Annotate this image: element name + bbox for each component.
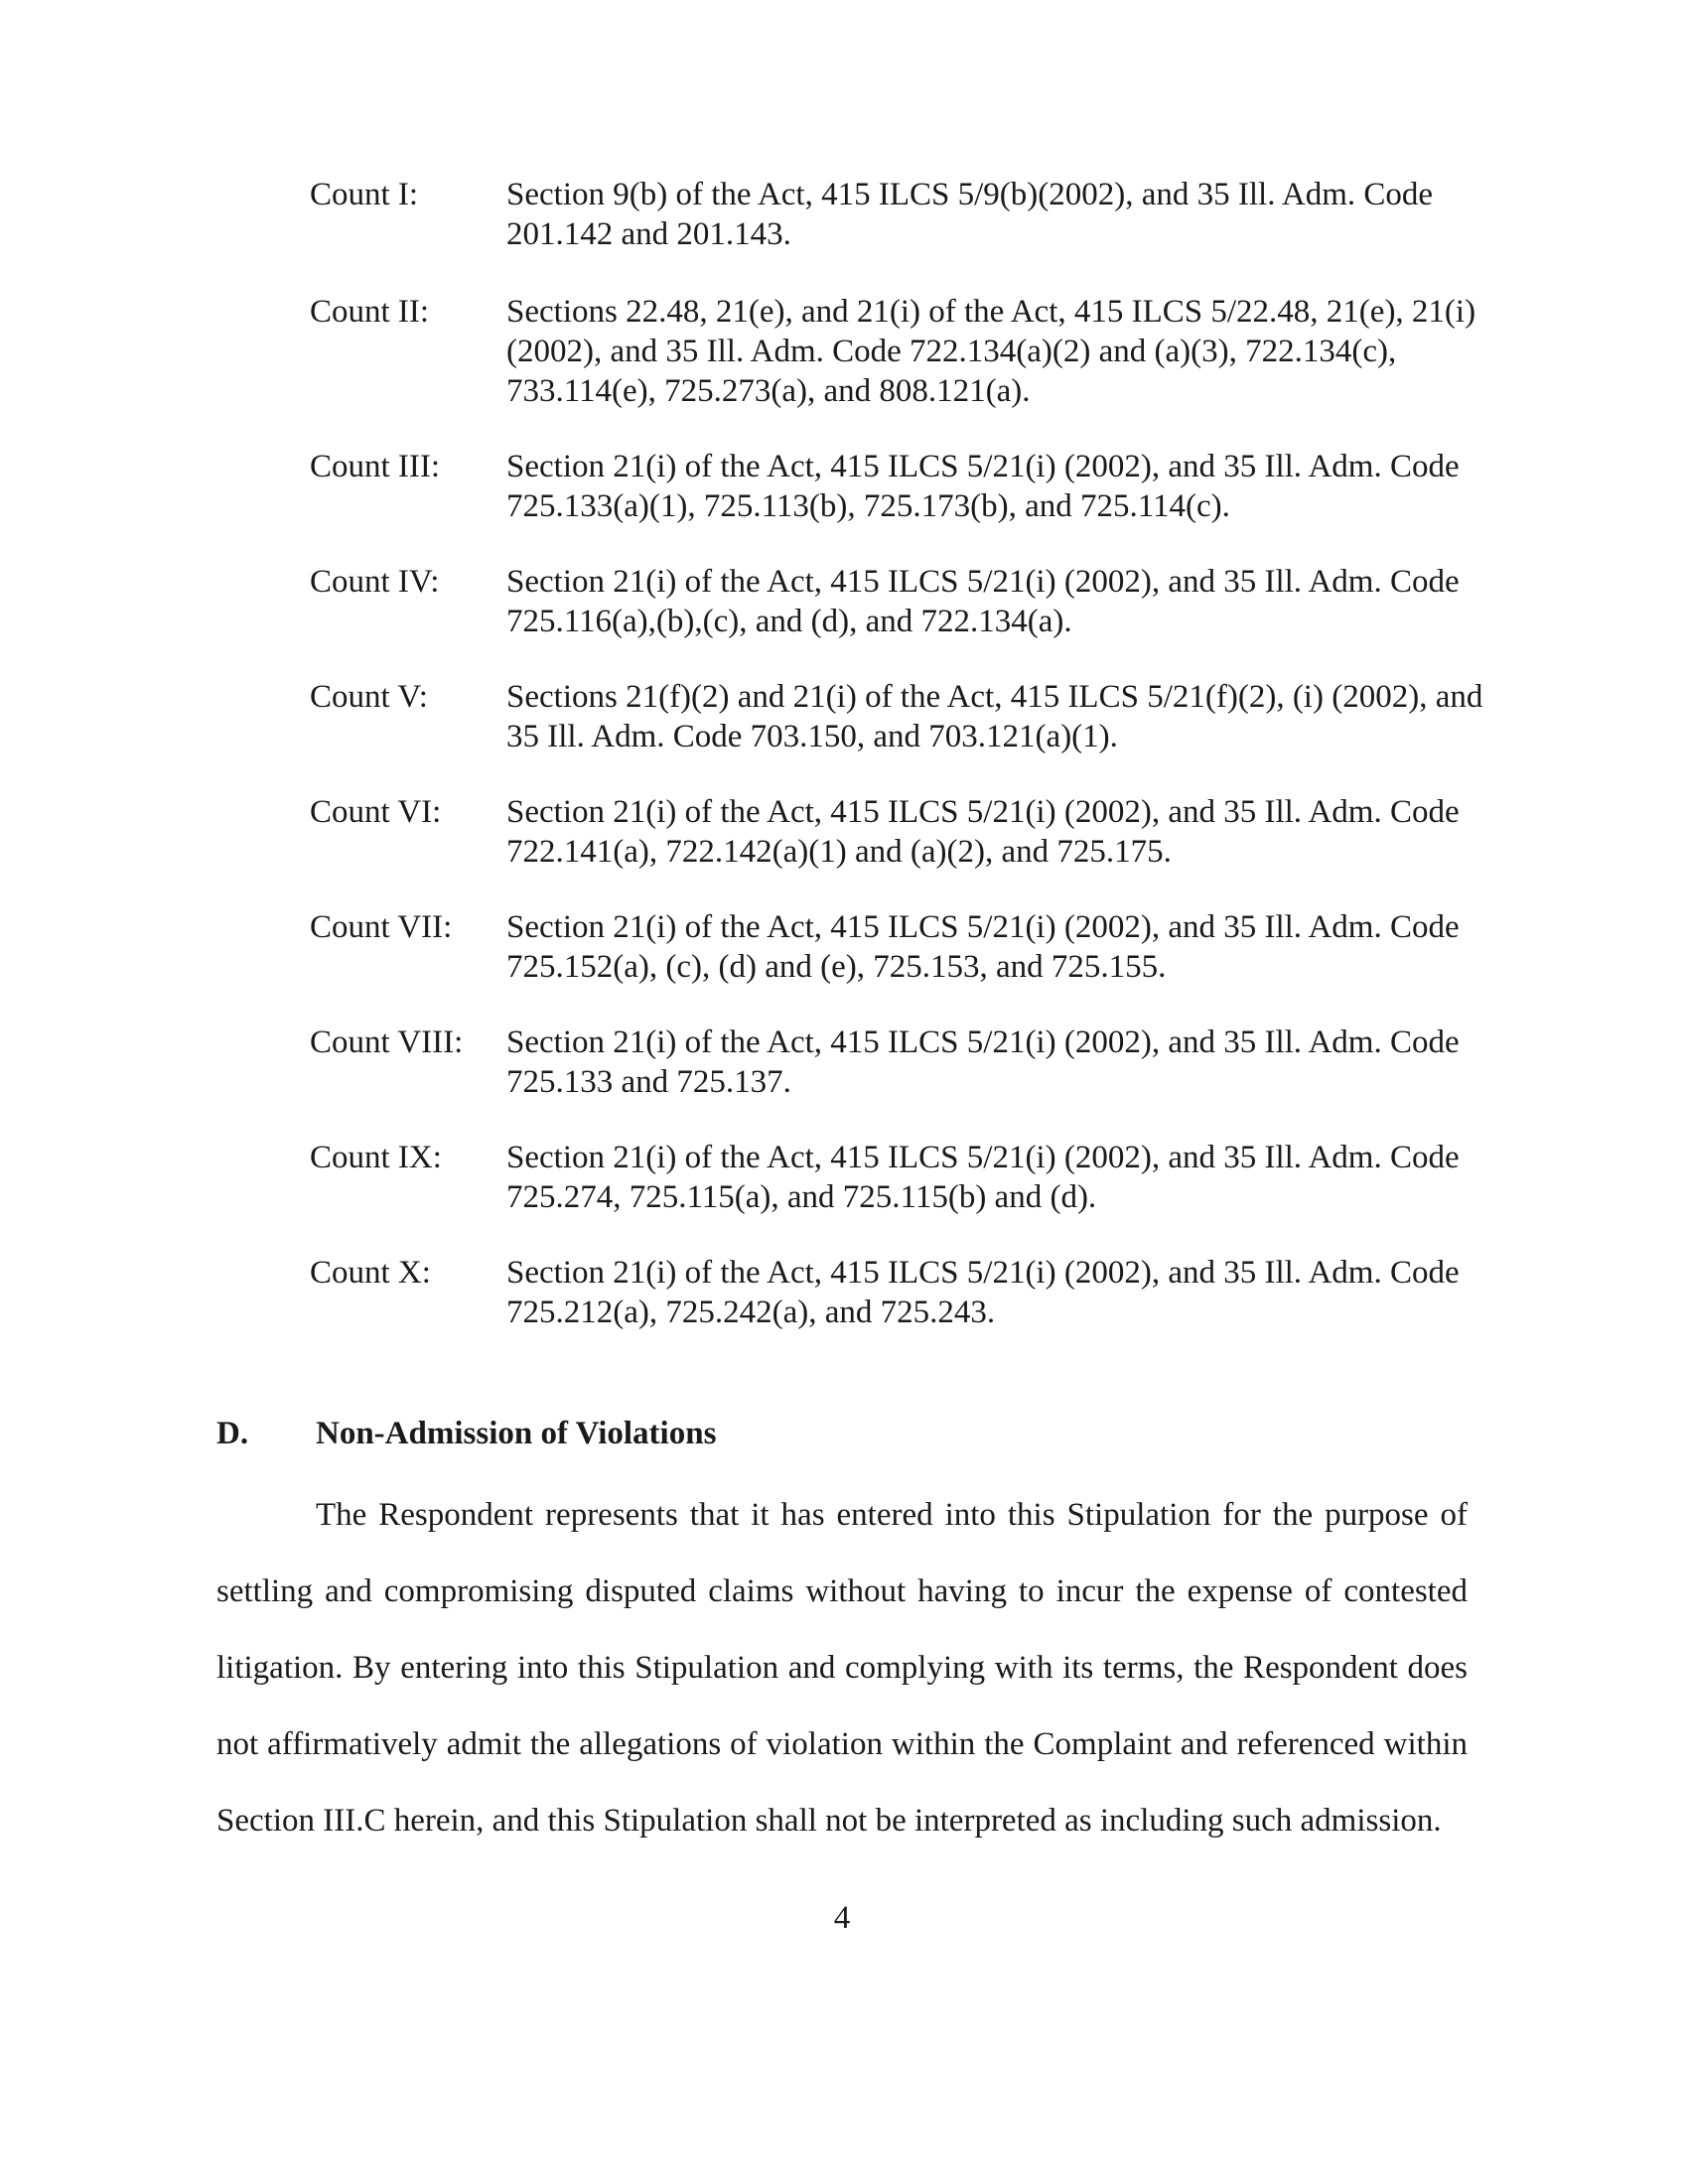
count-label: Count V: [310, 679, 428, 715]
count-label: Count VI: [310, 794, 442, 830]
count-label: Count VII: [310, 909, 453, 945]
count-text: Sections 22.48, 21(e), and 21(i) of the Act, 415 ILCS 5/22.48, 21(e), 21(i) (2002), and 35 Ill. Adm. Code 722.134(a)(2) and (a)(3), 722.134(c), 733.114(e), 725.273(a), and 808.121(a). [506, 294, 1476, 409]
count-text: Section 21(i) of the Act, 415 ILCS 5/21(i) (2002), and 35 Ill. Adm. Code 725.133 and 725.137. [506, 1024, 1460, 1100]
section-letter: D. [216, 1416, 249, 1451]
count-label: Count X: [310, 1255, 431, 1291]
count-text: Section 21(i) of the Act, 415 ILCS 5/21(i) (2002), and 35 Ill. Adm. Code 725.274, 725.115(a), and 725.115(b) and (d). [506, 1140, 1460, 1215]
count-text: Section 21(i) of the Act, 415 ILCS 5/21(i) (2002), and 35 Ill. Adm. Code 722.141(a), 722.142(a)(1) and (a)(2), and 725.175. [506, 794, 1460, 870]
section-paragraph: The Respondent represents that it has entered into this Stipulation for the purpose of settling and compromising disputed claims without having to incur the expense of contested litigation. By entering into this Stipulation and complying with its terms, the Respondent does not affirmatively admit the allegations of violation within the Complaint and referenced within Section III.C herein, and this Stipulation shall not be interpreted as including such admission. [216, 1497, 1468, 1839]
count-text: Section 21(i) of the Act, 415 ILCS 5/21(i) (2002), and 35 Ill. Adm. Code 725.212(a), 725.242(a), and 725.243. [506, 1255, 1460, 1330]
section-title: Non-Admission of Violations [316, 1416, 717, 1451]
count-label: Count III: [310, 449, 441, 484]
page-number: 4 [833, 1900, 851, 1936]
count-text: Section 21(i) of the Act, 415 ILCS 5/21(i) (2002), and 35 Ill. Adm. Code 725.152(a), (c), (d) and (e), 725.153, and 725.155. [506, 909, 1460, 985]
count-text: Sections 21(f)(2) and 21(i) of the Act, 415 ILCS 5/21(f)(2), (i) (2002), and 35 Ill. Adm. Code 703.150, and 703.121(a)(1). [506, 679, 1483, 754]
count-text: Section 21(i) of the Act, 415 ILCS 5/21(i) (2002), and 35 Ill. Adm. Code 725.116(a),(b),(c), and (d), and 722.134(a). [506, 564, 1460, 639]
count-label: Count VIII: [310, 1024, 464, 1060]
count-label: Count I: [310, 177, 419, 212]
count-label: Count IX: [310, 1140, 442, 1175]
count-label: Count II: [310, 294, 430, 330]
count-text: Section 9(b) of the Act, 415 ILCS 5/9(b)(2002), and 35 Ill. Adm. Code 201.142 and 201.143. [506, 177, 1434, 252]
count-text: Section 21(i) of the Act, 415 ILCS 5/21(i) (2002), and 35 Ill. Adm. Code 725.133(a)(1), 725.113(b), 725.173(b), and 725.114(c). [506, 449, 1460, 524]
count-label: Count IV: [310, 564, 440, 600]
